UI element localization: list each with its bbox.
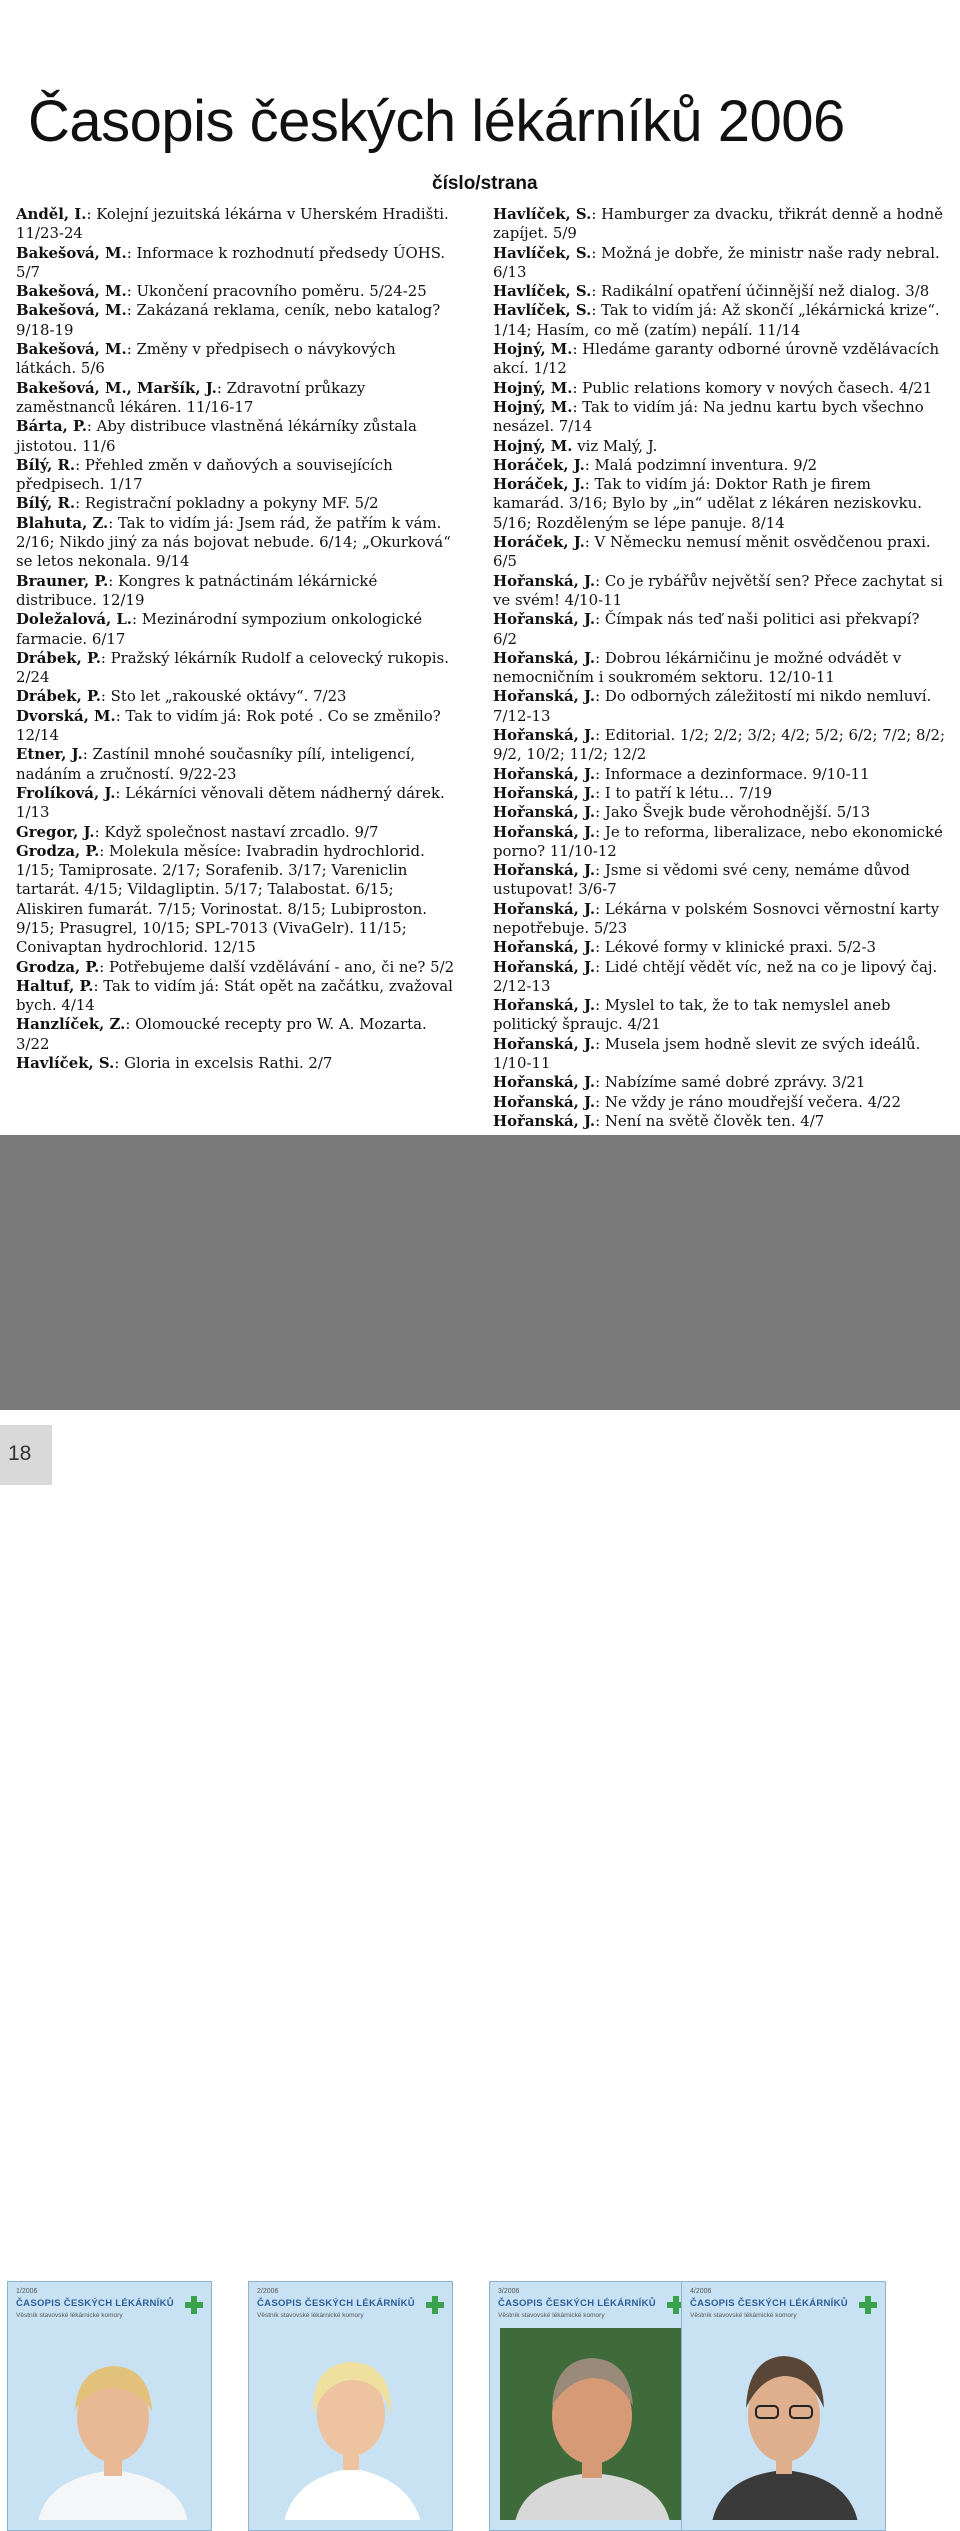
index-entry (493, 1112, 945, 1131)
pharmacy-cross-icon (185, 2296, 203, 2314)
index-entry (493, 726, 945, 765)
index-entry (493, 244, 945, 283)
index-entry (16, 958, 456, 977)
entry-author: Bakešová, M., Maršík, J. (16, 378, 217, 397)
entry-text: : Informace a dezinformace. 9/10-11 (595, 764, 870, 783)
cover-masthead: ČASOPIS ČESKÝCH LÉKÁRNÍKŮ (16, 2298, 174, 2309)
entry-author: Brauner, P. (16, 571, 109, 590)
entry-author: Hořanská, J. (493, 803, 596, 822)
entry-author: Hořanská, J. (493, 571, 596, 590)
entry-author: Hořanská, J. (493, 861, 596, 880)
entry-text: : Aby distribuce vlastněná lékárníky zůstala jistotou. 11/6 (16, 417, 417, 455)
index-entry (16, 823, 456, 842)
cover-issue: 3/2006 (498, 2288, 520, 2295)
entry-text: : Sto let „rakouské oktávy“. 7/23 (100, 687, 347, 706)
entry-text: : Musela jsem hodně slevit ze svých ideálů. 1/10-11 (493, 1034, 921, 1073)
entry-author: Hořanská, J. (493, 687, 596, 706)
entry-author: Horáček, J. (493, 475, 585, 494)
index-entry (493, 861, 945, 900)
entry-text: : Čímpak nás teď naši politici asi překvapí? 6/2 (493, 610, 920, 648)
entry-text: : Olomoucké recepty pro W. A. Mozarta. 3/22 (16, 1015, 427, 1053)
entry-author: Bakešová, M. (16, 301, 127, 320)
entry-author: Hořanská, J. (493, 1092, 596, 1111)
entry-author: Hořanská, J. (493, 957, 596, 976)
entry-author: Havlíček, S. (493, 282, 592, 301)
entry-text: viz Malý, J. (572, 436, 658, 455)
right-index-column (493, 205, 945, 1131)
index-entry (16, 687, 456, 706)
index-entry (493, 456, 945, 475)
magazine-cover (248, 2281, 453, 2531)
left-index-column (16, 205, 456, 1073)
entry-text: : Jsme si vědomi své ceny, nemáme důvod ustupovat! 3/6-7 (493, 861, 910, 899)
entry-text: : Přehled změn v daňových a souvisejících předpisech. 1/17 (16, 455, 393, 494)
entry-author: Blahuta, Z. (16, 513, 109, 532)
index-entry (16, 1054, 456, 1073)
entry-author: Bílý, R. (16, 455, 76, 474)
index-entry (16, 1015, 456, 1054)
index-entry (493, 765, 945, 784)
entry-author: Haltuf, P. (16, 976, 94, 995)
cover-issue: 2/2006 (257, 2288, 279, 2295)
entry-author: Hořanská, J. (493, 648, 596, 667)
cover-publisher: Věstník stavovské lékárnické komory (498, 2312, 605, 2319)
entry-text: : Molekula měsíce: Ivabradin hydrochlorid. 1/15; Tamiprosate. 2/17; Sorafenib. 3/17; Vareniclin tartarát. 4/15; Vildagliptin. 5/17; Talabostat. 6/15; Aliskiren fumarát. 7/15; Vorinostat. 8/15; Lubiproston. 9/15; Prasugrel, 10/15; SPL-7013 (VivaGelr). 11/15; Conivaptan hydrochlorid. 12/15 (16, 841, 427, 957)
cover-publisher: Věstník stavovské lékárnické komory (690, 2312, 797, 2319)
index-entry (16, 205, 456, 244)
index-entry (493, 379, 945, 398)
cover-photo (500, 2328, 683, 2520)
entry-text: : Co je rybářův největší sen? Přece zachytat si ve svém! 4/10-11 (493, 571, 943, 609)
entry-text: : Public relations komory v nových časech. 4/21 (572, 378, 933, 397)
entry-author: Hořanská, J. (493, 726, 596, 745)
index-entry (493, 784, 945, 803)
entry-author: Hořanská, J. (493, 1034, 596, 1053)
page-number-tab (0, 1425, 52, 1485)
entry-text: : Editorial. 1/2; 2/2; 3/2; 4/2; 5/2; 6/2; 7/2; 8/2; 9/2, 10/2; 11/2; 12/2 (493, 726, 945, 764)
entry-author: Havlíček, S. (493, 243, 592, 262)
entry-author: Doležalová, L. (16, 610, 132, 629)
entry-text: : Informace k rozhodnutí předsedy ÚOHS. 5/7 (16, 243, 446, 281)
entry-text: : Jako Švejk bude věrohodnější. 5/13 (595, 803, 871, 822)
entry-author: Hořanská, J. (493, 764, 596, 783)
entry-text: : Hledáme garanty odborné úrovně vzdělávacích akcí. 1/12 (493, 340, 940, 378)
index-entry (16, 784, 456, 823)
entry-author: Bakešová, M. (16, 282, 127, 301)
index-entry (16, 301, 456, 340)
entry-text: : I to patří k létu… 7/19 (595, 783, 773, 802)
entry-author: Bílý, R. (16, 494, 76, 513)
magazine-cover (489, 2281, 694, 2531)
cover-publisher: Věstník stavovské lékárnické komory (257, 2312, 364, 2319)
index-entry (16, 572, 456, 611)
index-entry (493, 803, 945, 822)
entry-text: : Ukončení pracovního poměru. 5/24-25 (126, 282, 427, 301)
magazine-cover (7, 2281, 212, 2531)
entry-text: : Tak to vidím já: Na jednu kartu bych všechno nesázel. 7/14 (493, 397, 924, 436)
index-entry (493, 823, 945, 862)
entry-text: : Tak to vidím já: Rok poté . Co se změnilo? 12/14 (16, 706, 441, 745)
entry-text: : Zdravotní průkazy zaměstnanců lékáren. 11/16-17 (16, 378, 366, 416)
entry-author: Hořanská, J. (493, 1111, 596, 1130)
entry-author: Hojný, M. (493, 436, 573, 455)
index-entry (16, 340, 456, 379)
entry-text: : Tak to vidím já: Až skončí „lékárnická krize“. 1/14; Hasím, co mě (zatím) nepálí. 11/14 (493, 301, 940, 339)
pharmacy-cross-icon (426, 2296, 444, 2314)
entry-author: Bárta, P. (16, 417, 87, 436)
cover-issue: 4/2006 (690, 2288, 712, 2295)
index-entry (493, 649, 945, 688)
entry-text: : Lékárna v polském Sosnovci věrnostní karty nepotřebuje. 5/23 (493, 899, 940, 937)
index-entry (16, 282, 456, 301)
entry-author: Hořanská, J. (493, 899, 596, 918)
index-entry (493, 900, 945, 939)
index-entry (493, 301, 945, 340)
entry-text: : Kolejní jezuitská lékárna v Uherském Hradišti. 11/23-24 (16, 205, 449, 243)
entry-text: : Myslel to tak, že to tak nemyslel aneb politický špraujc. 4/21 (493, 996, 891, 1034)
index-entry (493, 1093, 945, 1112)
entry-text: : Je to reforma, liberalizace, nebo ekonomické porno? 11/10-12 (493, 822, 943, 860)
entry-author: Hořanská, J. (493, 783, 596, 802)
entry-text: : Registrační pokladny a pokyny MF. 5/2 (75, 494, 379, 513)
entry-text: : Mezinárodní sympozium onkologické farmacie. 6/17 (16, 610, 423, 648)
entry-text: : Tak to vidím já: Stát opět na začátku, zvažoval bych. 4/14 (16, 976, 453, 1015)
index-entry (16, 842, 456, 958)
index-entry (493, 1073, 945, 1092)
entry-author: Drábek, P. (16, 687, 101, 706)
index-entry (16, 707, 456, 746)
index-entry (16, 417, 456, 456)
entry-text: : Ne vždy je ráno moudřejší večera. 4/22 (595, 1092, 902, 1111)
entry-text: : Pražský lékárník Rudolf a celovecký rukopis. 2/24 (16, 648, 449, 687)
cover-masthead: ČASOPIS ČESKÝCH LÉKÁRNÍKŮ (257, 2298, 415, 2309)
index-entry (16, 494, 456, 513)
entry-text: : Tak to vidím já: Doktor Rath je firem kamarád. 3/16; Bylo by „in“ udělat z lékáren neziskovku. 5/16; Rozděleným se lépe panuje. 8/14 (493, 475, 922, 532)
entry-author: Hořanská, J. (493, 938, 596, 957)
index-entry (493, 996, 945, 1035)
entry-text: : Není na světě člověk ten. 4/7 (595, 1111, 825, 1130)
index-entry (493, 398, 945, 437)
entry-text: : Radikální opatření účinnější než dialog. 3/8 (591, 282, 930, 301)
index-entry (493, 437, 945, 456)
cover-photo (259, 2328, 442, 2520)
index-entry (16, 379, 456, 418)
index-entry (493, 572, 945, 611)
entry-text: : Změny v předpisech o návykových látkách. 5/6 (16, 340, 396, 378)
entry-author: Hojný, M. (493, 378, 573, 397)
entry-text: : Lékové formy v klinické praxi. 5/2-3 (595, 938, 876, 957)
entry-author: Havlíček, S. (493, 301, 592, 320)
page-title: Časopis českých lékárníků 2006 (28, 89, 845, 154)
index-entry (16, 514, 456, 572)
entry-text: : Lidé chtějí vědět víc, než na co je lipový čaj. 2/12-13 (493, 957, 938, 995)
entry-author: Hořanská, J. (493, 1073, 596, 1092)
entry-author: Bakešová, M. (16, 340, 127, 359)
entry-author: Anděl, I. (16, 205, 87, 223)
entry-author: Gregor, J. (16, 822, 95, 841)
index-entry (16, 610, 456, 649)
cover-masthead: ČASOPIS ČESKÝCH LÉKÁRNÍKŮ (498, 2298, 656, 2309)
entry-author: Etner, J. (16, 745, 83, 764)
entry-text: : Tak to vidím já: Jsem rád, že patřím k vám. 2/16; Nikdo jiný za nás bojovat nebude. 6/14; „Okurková“ se letos nekonala. 9/14 (16, 513, 451, 571)
entry-text: : Nabízíme samé dobré zprávy. 3/21 (595, 1073, 866, 1092)
index-entry (493, 475, 945, 533)
entry-author: Frolíková, J. (16, 783, 116, 802)
index-entry (16, 745, 456, 784)
magazine-cover (681, 2281, 886, 2531)
index-entry (16, 977, 456, 1016)
index-entry (493, 958, 945, 997)
cover-publisher: Věstník stavovské lékárnické komory (16, 2312, 123, 2319)
entry-author: Horáček, J. (493, 455, 585, 474)
cover-photo (18, 2328, 201, 2520)
entry-text: : Gloria in excelsis Rathi. 2/7 (114, 1054, 333, 1073)
index-entry (493, 610, 945, 649)
index-entry (493, 533, 945, 572)
index-entry (16, 456, 456, 495)
entry-author: Grodza, P. (16, 841, 100, 860)
index-entry (16, 649, 456, 688)
index-entry (493, 938, 945, 957)
entry-author: Hojný, M. (493, 397, 573, 416)
entry-author: Havlíček, S. (493, 205, 592, 223)
entry-text: : Do odborných záležitostí mi nikdo nemluví. 7/12-13 (493, 687, 932, 725)
entry-text: : Možná je dobře, že ministr naše rady nebral. 6/13 (493, 243, 940, 281)
entry-author: Grodza, P. (16, 957, 100, 976)
entry-author: Hanzlíček, Z. (16, 1015, 126, 1034)
entry-text: : V Německu nemusí měnit osvědčenou praxi. 6/5 (493, 533, 931, 571)
entry-text: : Hamburger za dvacku, třikrát denně a hodně zapíjet. 5/9 (493, 205, 943, 243)
entry-text: : Malá podzimní inventura. 9/2 (584, 455, 818, 474)
index-entry (493, 1035, 945, 1074)
entry-text: : Potřebujeme další vzdělávání - ano, či ne? 5/2 (99, 957, 455, 976)
pharmacy-cross-icon (859, 2296, 877, 2314)
cover-issue: 1/2006 (16, 2288, 38, 2295)
entry-text: : Kongres k patnáctinám lékárnické distribuce. 12/19 (16, 571, 378, 609)
entry-author: Hořanská, J. (493, 996, 596, 1015)
index-entry (493, 282, 945, 301)
entry-text: : Lékárníci věnovali dětem nádherný dárek. 1/13 (16, 783, 445, 822)
entry-author: Hořanská, J. (493, 610, 596, 629)
entry-author: Bakešová, M. (16, 243, 127, 262)
cover-masthead: ČASOPIS ČESKÝCH LÉKÁRNÍKŮ (690, 2298, 848, 2309)
entry-author: Havlíček, S. (16, 1054, 115, 1073)
entry-text: : Zakázaná reklama, ceník, nebo katalog? 9/18-19 (16, 301, 441, 339)
index-entry (493, 205, 945, 244)
entry-author: Horáček, J. (493, 533, 585, 552)
index-entry (493, 687, 945, 726)
entry-author: Hořanská, J. (493, 822, 596, 841)
entry-text: : Když společnost nastaví zrcadlo. 9/7 (94, 822, 379, 841)
entry-text: : Dobrou lékárničinu je možné odvádět v nemocničním i soukromém sektoru. 12/10-11 (493, 648, 902, 687)
cover-photo (692, 2328, 875, 2520)
entry-text: : Zastínil mnohé současníky pílí, inteligencí, nadáním a zručností. 9/22-23 (16, 745, 416, 783)
entry-author: Dvorská, M. (16, 706, 116, 725)
entry-author: Drábek, P. (16, 648, 101, 667)
entry-author: Hojný, M. (493, 340, 573, 359)
column-subtitle: číslo/strana (432, 173, 538, 194)
index-entry (493, 340, 945, 379)
page-number: 18 (8, 1442, 32, 1465)
index-entry (16, 244, 456, 283)
